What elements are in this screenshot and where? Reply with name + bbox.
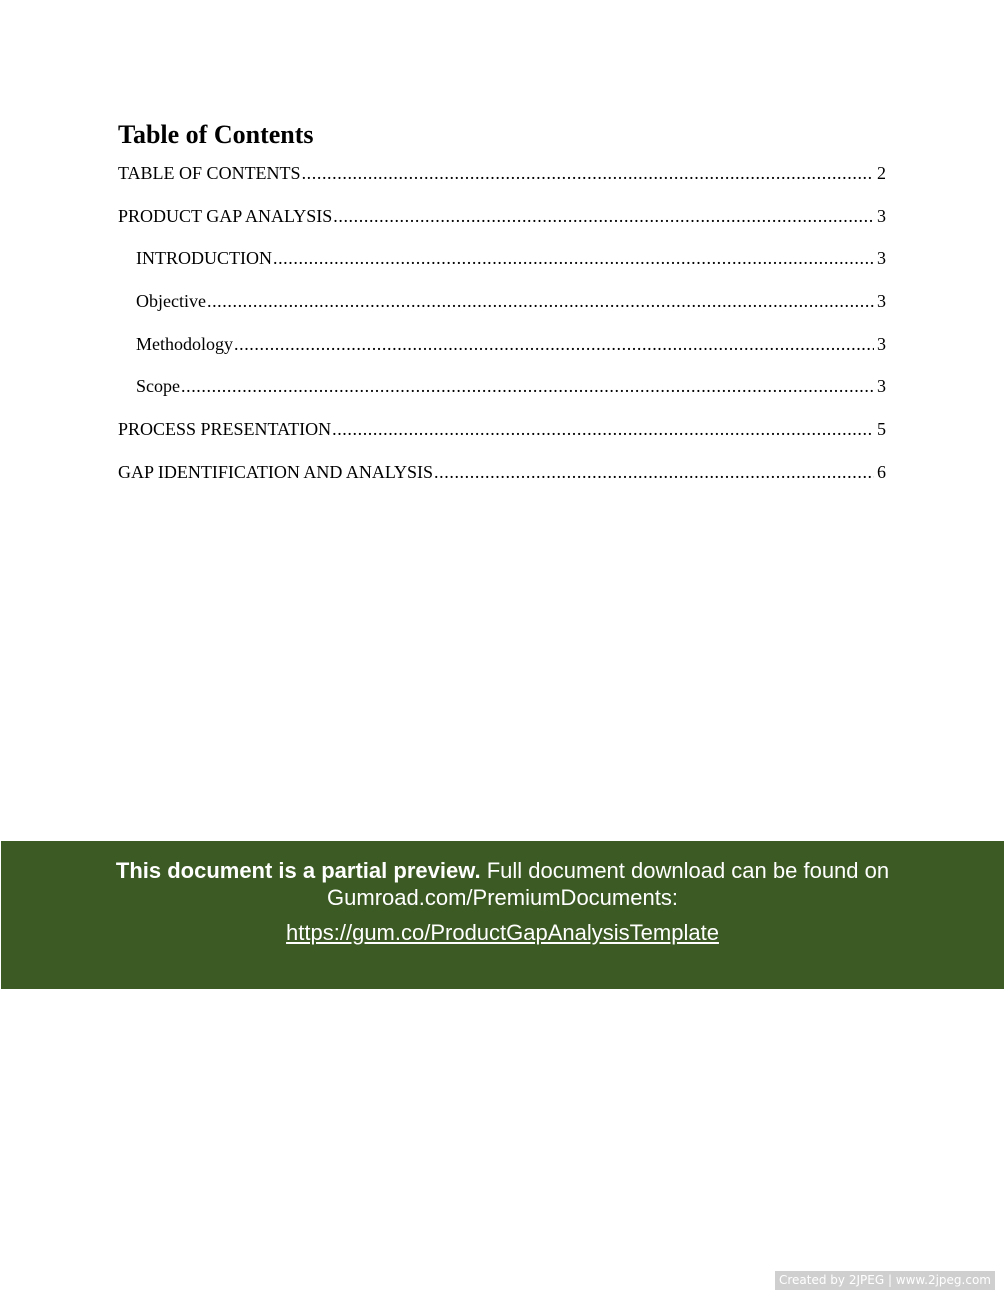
toc-entry-scope[interactable] <box>118 371 886 414</box>
toc-entry-objective[interactable] <box>118 286 886 329</box>
toc-entry-page: 3 <box>877 376 886 397</box>
toc-entry-page: 3 <box>877 291 886 312</box>
dot-leader <box>207 286 874 316</box>
dot-leader <box>332 414 874 444</box>
dot-leader <box>234 329 874 359</box>
toc-list <box>118 158 886 500</box>
toc-entry-gap-identification[interactable] <box>118 457 886 500</box>
banner-message <box>61 857 944 911</box>
toc-entry-label: Scope <box>136 376 180 397</box>
watermark-badge: Created by 2JPEG | www.2jpeg.com <box>775 1271 995 1290</box>
toc-entry-page: 6 <box>877 461 886 482</box>
toc-title: Table of Contents <box>118 120 314 149</box>
toc-entry-page: 3 <box>877 205 886 226</box>
dot-leader <box>181 371 874 401</box>
toc-entry-product-gap-analysis[interactable] <box>118 201 886 244</box>
dot-leader <box>302 158 874 188</box>
toc-entry-label: INTRODUCTION <box>136 248 272 269</box>
toc-entry-page: 3 <box>877 248 886 269</box>
toc-entry-label: TABLE OF CONTENTS <box>118 163 301 183</box>
toc-entry-label: PRODUCT GAP ANALYSIS <box>118 205 333 226</box>
toc-entry-label: Methodology <box>136 333 233 354</box>
download-link[interactable]: https://gum.co/ProductGapAnalysisTemplate <box>286 920 719 945</box>
dot-leader <box>273 243 874 273</box>
preview-banner <box>1 841 1004 989</box>
toc-entry-label: Objective <box>136 291 206 312</box>
banner-body-text: Full document download can be found on Gumroad.com/PremiumDocuments: <box>327 858 890 910</box>
toc-entry-page: 3 <box>877 333 886 354</box>
toc-entry-introduction[interactable] <box>118 243 886 286</box>
dot-leader <box>333 201 874 231</box>
toc-entry-page: 5 <box>877 419 886 440</box>
toc-entry-page: 2 <box>877 163 886 183</box>
toc-entry-table-of-contents[interactable] <box>118 158 886 201</box>
banner-strong-text: This document is a partial preview. <box>115 858 481 883</box>
dot-leader <box>434 457 874 487</box>
toc-entry-label: GAP IDENTIFICATION AND ANALYSIS <box>118 461 434 482</box>
toc-entry-methodology[interactable] <box>118 329 886 372</box>
toc-entry-label: PROCESS PRESENTATION <box>118 419 332 440</box>
toc-entry-process-presentation[interactable] <box>118 414 886 457</box>
